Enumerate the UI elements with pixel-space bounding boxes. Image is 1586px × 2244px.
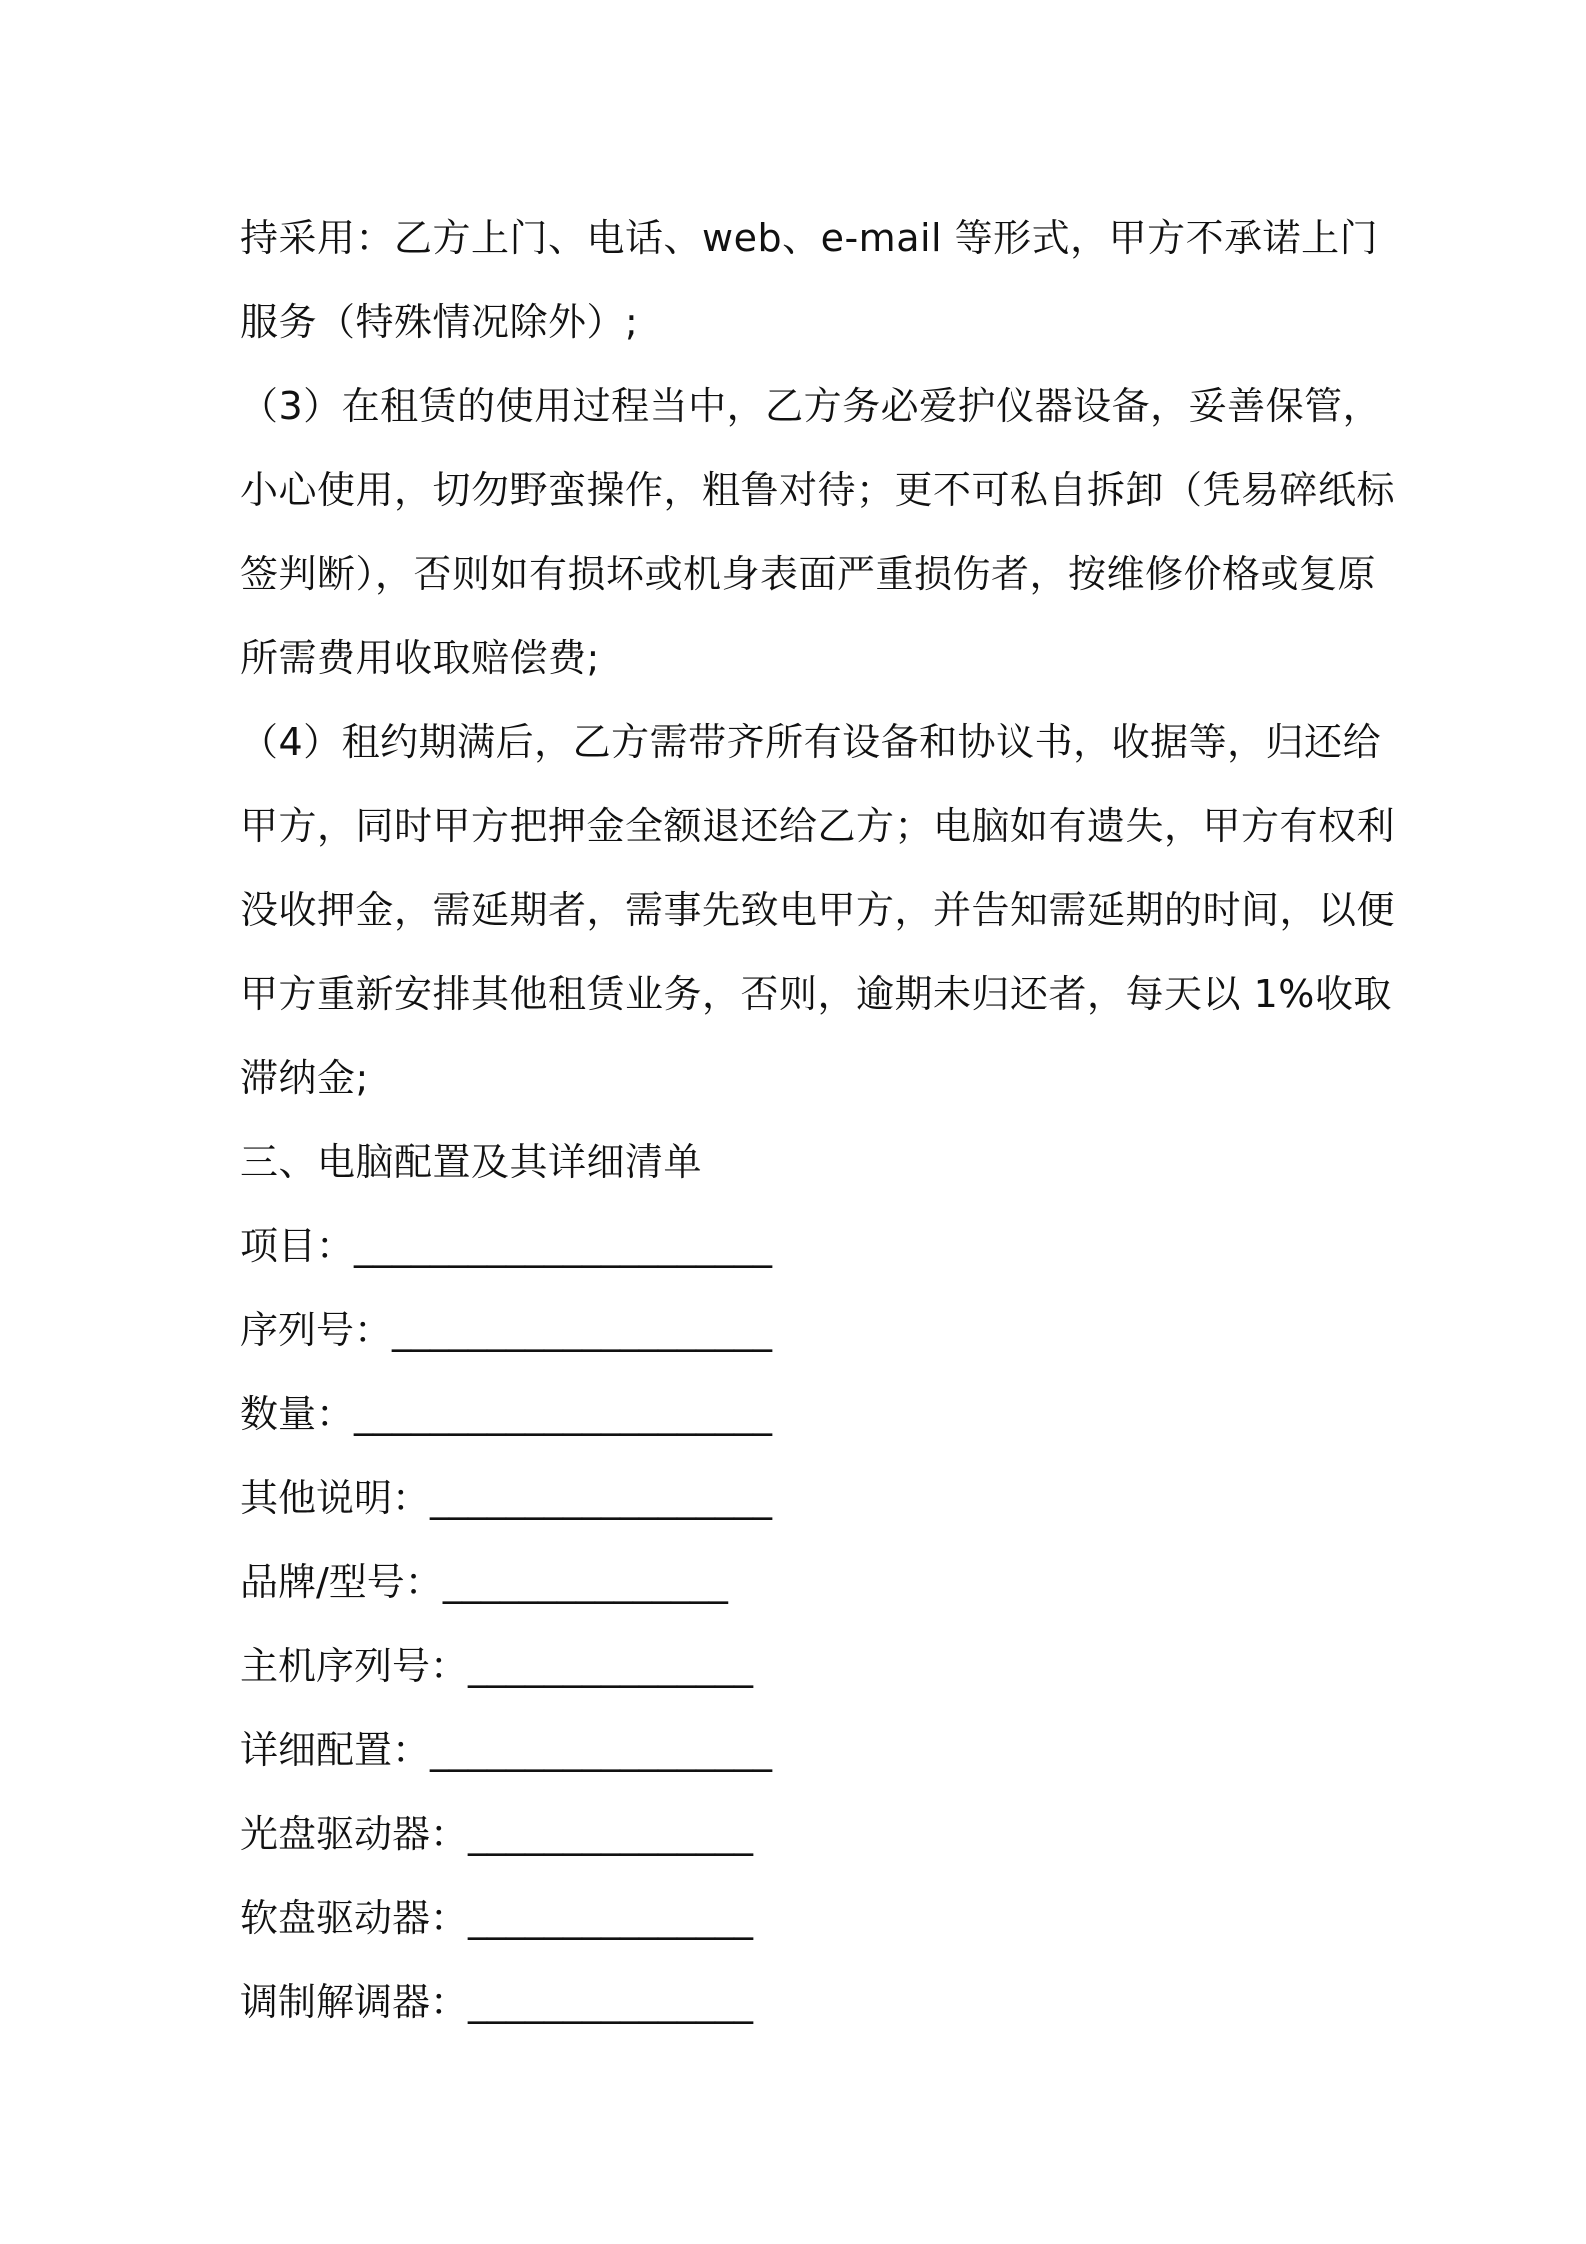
field-serial-number (240, 1288, 1360, 1372)
paragraph-line: 甲方重新安排其他租赁业务，否则，逾期未归还者，每天以 1%收取 (240, 972, 1392, 1016)
field-blank-line: _______________ (468, 1980, 754, 2024)
field-blank-line: __________________ (430, 1476, 773, 1520)
field-quantity (240, 1372, 1360, 1456)
field-label: 调制解调器： (240, 1980, 469, 2024)
paragraph-line: 服务（特殊情况除外）; (240, 300, 639, 344)
paragraph-line: （3）在租赁的使用过程当中，乙方务必爱护仪器设备，妥善保管， (240, 384, 1382, 428)
field-blank-line: ______________________ (354, 1224, 773, 1268)
field-label: 主机序列号： (240, 1644, 469, 1688)
field-blank-line: _______________ (468, 1812, 754, 1856)
field-label: 光盘驱动器： (240, 1812, 469, 1856)
paragraph-line: 所需费用收取赔偿费; (240, 636, 600, 680)
paragraph-line: 没收押金，需延期者，需事先致电甲方，并告知需延期的时间，以便 (240, 888, 1396, 932)
field-modem (240, 1960, 1360, 2044)
field-blank-line: _______________ (468, 1644, 754, 1688)
field-label: 品牌/型号： (240, 1560, 443, 1604)
paragraph-line: 持采用：乙方上门、电话、web、e-mail 等形式，甲方不承诺上门 (240, 216, 1379, 260)
field-label: 其他说明： (240, 1476, 431, 1520)
field-label: 详细配置： (240, 1728, 431, 1772)
paragraph-line: （4）租约期满后，乙方需带齐所有设备和协议书，收据等，归还给 (240, 720, 1382, 764)
paragraph-line: 滞纳金; (240, 1056, 369, 1100)
field-other-notes (240, 1456, 1360, 1540)
field-brand-model (240, 1540, 1360, 1624)
paragraph-line: 甲方，同时甲方把押金全额退还给乙方；电脑如有遗失，甲方有权利 (240, 804, 1396, 848)
field-host-serial-number (240, 1624, 1360, 1708)
field-blank-line: ____________________ (392, 1308, 773, 1352)
field-blank-line: _______________ (442, 1560, 728, 1604)
field-label: 序列号： (240, 1308, 393, 1352)
field-blank-line: _______________ (468, 1896, 754, 1940)
field-label: 数量： (240, 1392, 355, 1436)
paragraph-line: 签判断），否则如有损坏或机身表面严重损伤者，按维修价格或复原 (240, 552, 1377, 596)
section-heading: 三、电脑配置及其详细清单 (240, 1140, 703, 1184)
document-body (240, 196, 1396, 2044)
paragraph-line: 小心使用，切勿野蛮操作，粗鲁对待；更不可私自拆卸（凭易碎纸标 (240, 468, 1396, 512)
field-detailed-config (240, 1708, 1360, 1792)
field-label: 项目： (240, 1224, 355, 1268)
field-floppy-drive (240, 1876, 1360, 1960)
field-optical-drive (240, 1792, 1360, 1876)
field-label: 软盘驱动器： (240, 1896, 469, 1940)
field-blank-line: __________________ (430, 1728, 773, 1772)
field-item (240, 1204, 1360, 1288)
field-blank-line: ______________________ (354, 1392, 773, 1436)
